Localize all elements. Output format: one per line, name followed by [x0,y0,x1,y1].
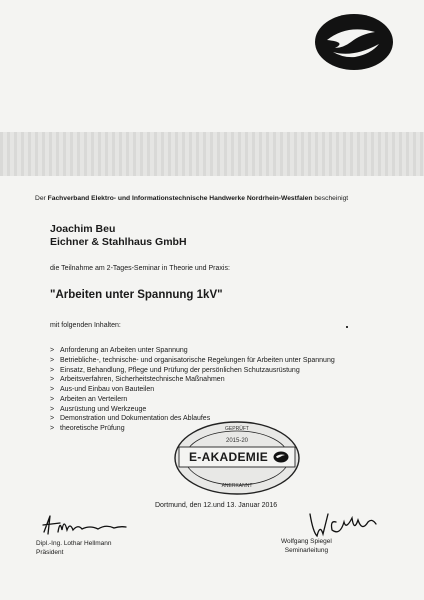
seal-name: E-AKADEMIE [189,450,269,464]
recipient [50,223,187,249]
issuer-prefix: Der [35,195,46,202]
contents-intro: mit folgenden Inhalten: [50,322,121,329]
chevron-icon: > [50,366,55,374]
seal-top-text: GEPRÜFT [225,426,249,432]
list-item: > theoretische Prüfung [50,425,125,432]
place-date: Dortmund, den 12.und 13. Januar 2016 [155,502,278,509]
gray-band [0,132,424,176]
logo-eye-icon [313,12,395,72]
recipient-name: Joachim Beu [50,223,116,235]
chevron-icon: > [50,356,55,364]
signature-left-icon [40,512,130,538]
issuer-org: Fachverband Elektro- und Informationstechnische Handwerke Nordrhein-Westfalen [47,195,313,202]
list-item: > Anforderung an Arbeiten unter Spannung [50,347,188,354]
seal-year: 2015-20 [225,438,249,444]
signer-right-role: Seminarleitung [284,546,329,554]
signer-left-name: Dipl.-Ing. Lothar Hellmann [36,540,112,547]
recipient-company: Eichner & Stahlhaus GmbH [50,236,187,248]
seminar-title: "Arbeiten unter Spannung 1kV" [50,289,223,301]
signer-right [281,538,332,555]
chevron-icon: > [50,347,55,354]
list-item: > Ausrüstung und Werkzeuge [50,405,147,413]
list-item: > Aus-und Einbau von Bauteilen [50,386,155,393]
chevron-icon: > [50,415,55,423]
speck [346,326,348,328]
chevron-icon: > [50,386,55,393]
participation-text: die Teilnahme am 2-Tages-Seminar in Theorie und Praxis: [50,265,230,272]
issuer-line [35,195,348,202]
signer-left-role: Präsident [36,548,64,556]
signer-right-name: Wolfgang Spiegel [281,538,332,545]
seal-eye-icon [273,451,289,463]
list-item: > Arbeitsverfahren, Sicherheitstechnische Maßnahmen [50,376,225,384]
signer-left [36,540,112,557]
akademie-seal [173,420,301,496]
signature-right-icon [300,510,380,540]
list-item: > Demonstration und Dokumentation des Ablaufes [50,415,211,423]
chevron-icon: > [50,395,55,403]
issuer-suffix: bescheinigt [314,195,349,202]
chevron-icon: > [50,405,55,413]
chevron-icon: > [50,425,55,432]
seal-bottom-text: ANERKANNT [221,483,253,489]
list-item: > Betriebliche-, technische- und organisatorische Regelungen für Arbeiten unter Spannung [50,356,335,364]
list-item: > Einsatz, Behandlung, Pflege und Prüfung der persönlichen Schutzausrüstung [50,366,300,374]
chevron-icon: > [50,376,55,384]
list-item: > Arbeiten an Verteilern [50,395,128,403]
